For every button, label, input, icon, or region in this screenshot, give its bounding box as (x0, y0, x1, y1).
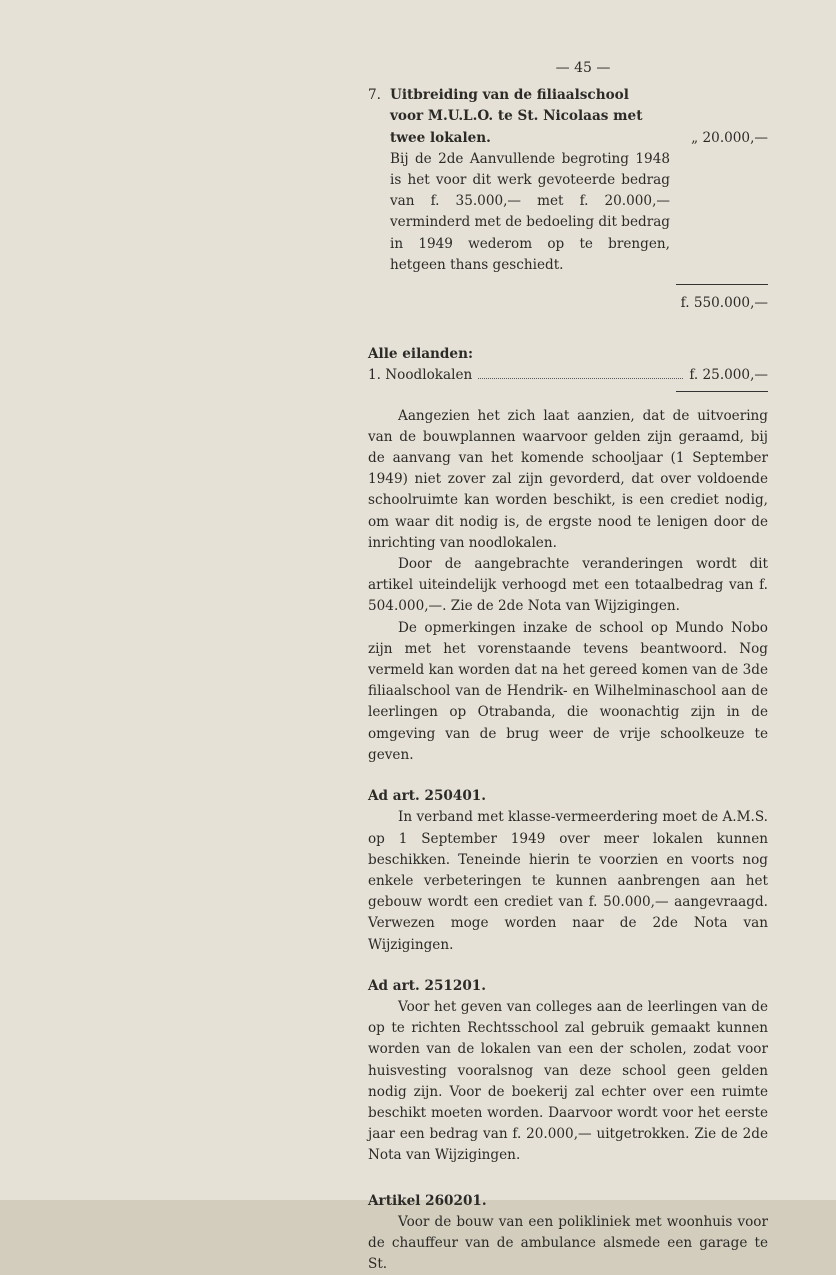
noodlokalen-amount: f. 25.000,— (689, 367, 768, 384)
item-7-text: Bij de 2de Aanvullende begroting 1948 is het voor dit werk gevoteerde bedrag van f. 35.000,— met f. 20.000,— verminderd met de bedoeling dit bedrag in 1949 wederom op te brengen, hetgeen thans geschiedt. (390, 150, 671, 273)
paragraph: De opmerkingen inzake de school op Mundo Nobo zijn met het vorenstaande tevens beantwoord. Nog vermeld kan worden dat na het gereed komen van de 3de filiaalschool van de Hendrik- en Wilhelminaschool aan de leerlingen op Otrabanda, die woonachtig zijn in de omgeving van de brug weer de vrije schoolkeuze te geven. (368, 619, 768, 763)
leader-dots (478, 378, 683, 379)
page-number: — 45 — (555, 60, 611, 76)
item-7-total: f. 550.000,— (680, 295, 768, 312)
item-7-amount: „ 20.000,— (691, 129, 768, 146)
item-7-title: Uitbreiding van de filiaalschool voor M.U.L.O. te St. Nicolaas met twee lokalen. (390, 87, 643, 146)
noodlokalen-line (368, 365, 768, 386)
item-7-number: 7. (368, 87, 381, 104)
page-content (368, 58, 768, 1275)
art-260201-text: Voor de bouw van een polikliniek met woonhuis voor de chauffeur van de ambulance alsmede een garage te St. (368, 1213, 768, 1273)
item-7-title-row (390, 85, 768, 149)
ad-251201-heading: Ad art. 251201. (368, 977, 486, 994)
alle-eilanden-heading: Alle eilanden: (368, 346, 473, 363)
art-260201-heading: Artikel 260201. (368, 1192, 487, 1209)
ad-251201-text: Voor het geven van colleges aan de leerlingen van de op te richten Rechtsschool zal gebruik gemaakt kunnen worden van de lokalen van een der scholen, zodat voor huisvesting vooralsnog van deze school geen gelden nodig zijn. Voor de boekerij zal echter over een ruimte beschikt moeten worden. Daarvoor wordt voor het eerste jaar een bedrag van f. 20.000,— uitgetrokken. Zie de 2de Nota van Wijzigingen. (368, 998, 768, 1164)
ad-250401-heading: Ad art. 250401. (368, 788, 486, 805)
paragraph: Door de aangebrachte veranderingen wordt dit artikel uiteindelijk verhoogd met een totaalbedrag van f. 504.000,—. Zie de 2de Nota van Wijzigingen. (368, 556, 768, 615)
paragraph: Aangezien het zich laat aanzien, dat de uitvoering van de bouwplannen waarvoor gelden zijn geraamd, bij de aanvang van het komende schooljaar (1 September 1949) niet zover zal zijn gevorderd, dat over voldoende schoolruimte kan worden beschikt, is een crediet nodig, om waar dit nodig is, de ergste nood te lenigen door de inrichting van noodlokalen. (368, 407, 768, 551)
total-rule (676, 284, 768, 285)
item-7 (368, 85, 768, 314)
ad-250401-text: In verband met klasse-vermeerdering moet de A.M.S. op 1 September 1949 over meer lokalen kunnen beschikken. Teneinde hierin te voorzien en voorts nog enkele verbeteringen te kunnen aanbrengen aan het gebouw wordt een crediet van f. 50.000,— aangevraagd. Verwezen moge worden naar de 2de Nota van Wijzigingen. (368, 809, 768, 953)
noodlokalen-label: 1. Noodlokalen (368, 367, 473, 384)
